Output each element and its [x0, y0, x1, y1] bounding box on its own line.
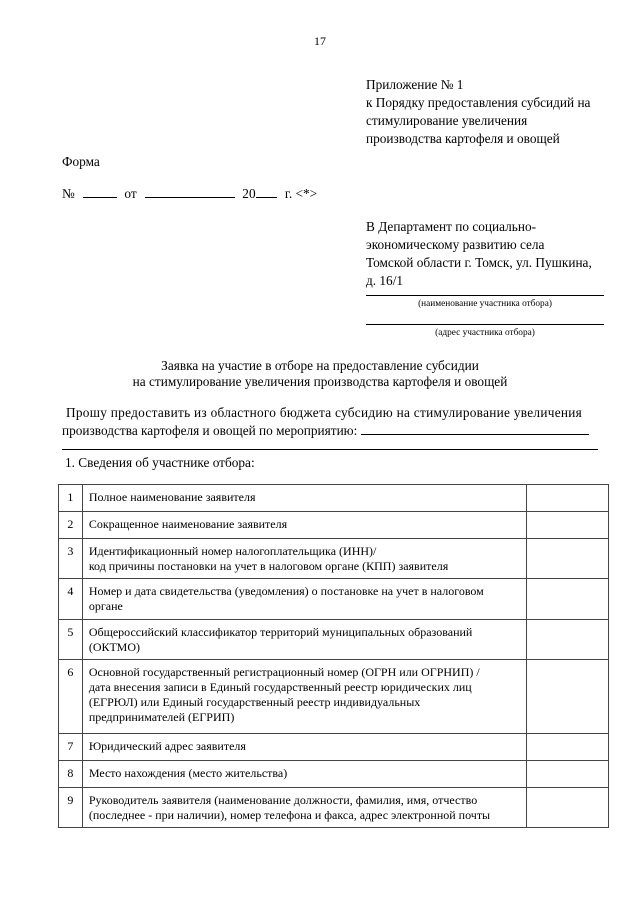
title-line: Заявка на участие в отборе на предоставление субсидии [161, 358, 479, 373]
row-label: Основной государственный регистрационный номер (ОГРН или ОГРНИП) / дата внесения записи в Единый государственный реестр юридических лиц (ЕГРЮЛ) или Единый государственный реестр индивидуальных предпринимателей (ЕГРИП) [82, 660, 526, 734]
number-field[interactable] [83, 186, 117, 198]
table-row [59, 485, 609, 512]
row-label: Место нахождения (место жительства) [82, 761, 526, 788]
table-row [59, 761, 609, 788]
participant-address-caption: (адрес участника отбора) [435, 328, 535, 338]
title-line: на стимулирование увеличения производства картофеля и овощей [132, 374, 508, 389]
participant-address-line[interactable] [366, 324, 604, 325]
row-number: 1 [59, 485, 83, 512]
table-row [59, 660, 609, 734]
recipient-line: д. 16/1 [366, 273, 404, 288]
row-value-cell[interactable] [526, 761, 608, 788]
section-title: 1. Сведения об участнике отбора: [65, 455, 255, 470]
row-number: 5 [59, 620, 83, 660]
row-label: Номер и дата свидетельства (уведомления) о постановке на учет в налоговом органе [82, 579, 526, 620]
row-value-cell[interactable] [526, 512, 608, 539]
row-value-cell[interactable] [526, 660, 608, 734]
row-label: Руководитель заявителя (наименование должности, фамилия, имя, отчество (последнее - при наличии), номер телефона и факса, адрес электронной почты [82, 788, 526, 828]
table-row [59, 788, 609, 828]
row-value-cell[interactable] [526, 539, 608, 579]
recipient-line: Томской области г. Томск, ул. Пушкина, [366, 255, 592, 270]
row-label: Общероссийский классификатор территорий муниципальных образований (ОКТМО) [82, 620, 526, 660]
row-value-cell[interactable] [526, 485, 608, 512]
form-label: Форма [62, 154, 100, 169]
from-label: от [124, 186, 137, 201]
row-value-cell[interactable] [526, 734, 608, 761]
applicant-info-table [58, 484, 609, 828]
document-title [0, 358, 640, 390]
table-row [59, 579, 609, 620]
row-number: 6 [59, 660, 83, 734]
row-label: Идентификационный номер налогоплательщика (ИНН)/ код причины постановки на учет в налоговом органе (КПП) заявителя [82, 539, 526, 579]
table-row [59, 512, 609, 539]
row-label: Юридический адрес заявителя [82, 734, 526, 761]
number-sign: № [62, 186, 75, 201]
row-number: 8 [59, 761, 83, 788]
recipient-line: В Департамент по социально- [366, 219, 537, 234]
row-number: 2 [59, 512, 83, 539]
year-field[interactable] [256, 186, 277, 198]
number-date-line [62, 186, 317, 202]
table-row [59, 620, 609, 660]
participant-name-line[interactable] [366, 295, 604, 296]
year-suffix: г. <*> [284, 186, 318, 201]
year-prefix: 20 [242, 186, 256, 201]
separator-line [62, 449, 598, 450]
row-number: 4 [59, 579, 83, 620]
request-text: производства картофеля и овощей по мероприятию: [62, 423, 358, 438]
row-value-cell[interactable] [526, 579, 608, 620]
row-number: 7 [59, 734, 83, 761]
appendix-line: стимулирование увеличения [366, 113, 528, 128]
row-label: Полное наименование заявителя [82, 485, 526, 512]
participant-name-caption: (наименование участника отбора) [418, 299, 552, 309]
date-field[interactable] [145, 186, 235, 198]
appendix-header [366, 76, 590, 148]
table-row [59, 734, 609, 761]
request-line: Прошу предоставить из областного бюджета субсидию на стимулирование увеличения [66, 405, 583, 420]
request-line-2 [62, 422, 610, 440]
row-value-cell[interactable] [526, 788, 608, 828]
row-number: 3 [59, 539, 83, 579]
appendix-line: Приложение № 1 [366, 77, 464, 92]
row-value-cell[interactable] [526, 620, 608, 660]
request-paragraph [62, 404, 610, 440]
table-row [59, 539, 609, 579]
page-number: 17 [314, 34, 326, 48]
measure-field[interactable] [361, 423, 589, 435]
row-number: 9 [59, 788, 83, 828]
appendix-line: производства картофеля и овощей [366, 131, 560, 146]
recipient-line: экономическому развитию села [366, 237, 545, 252]
row-label: Сокращенное наименование заявителя [82, 512, 526, 539]
recipient-block [366, 218, 592, 290]
appendix-line: к Порядку предоставления субсидий на [366, 95, 591, 110]
